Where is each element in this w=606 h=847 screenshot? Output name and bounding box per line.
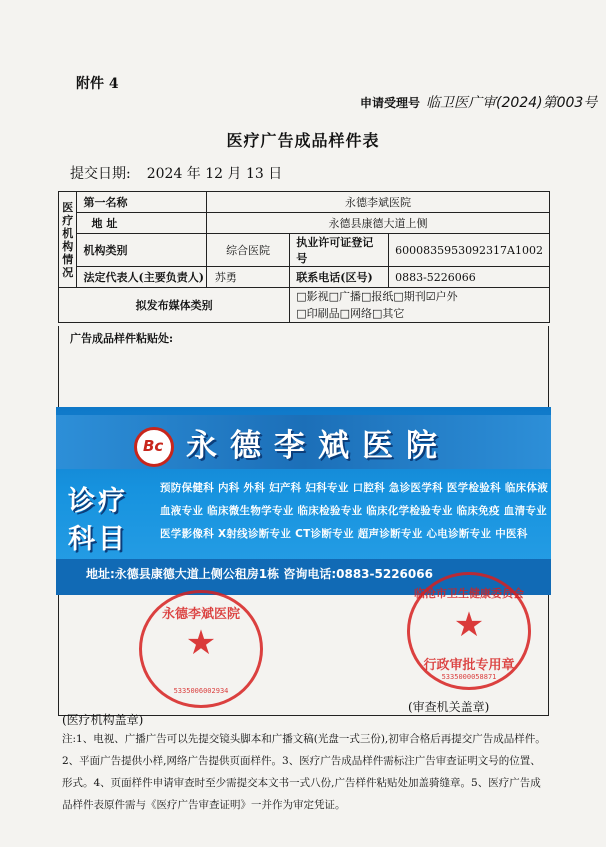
seal-star-icon: ★	[453, 605, 485, 645]
department-line: 血液专业 临床微生物学专业 临床检验专业 临床化学检验专业 临床免疫 血清专业	[160, 505, 547, 517]
media-label: 拟发布媒体类别	[59, 288, 290, 323]
org-side-label: 医疗机构情况	[59, 192, 77, 288]
review-seal-number: 5335000058871	[441, 673, 497, 681]
license-value: 6000835953092317A1002	[389, 234, 550, 267]
legal-rep-value: 苏勇	[206, 267, 289, 288]
notes: 注:1、电视、广播广告可以先提交镜头脚本和广播文稿(光盘一式三份),初审合格后再提交广告成品样件。2、平面广告提供小样,网络广告提供页面样件。3、医疗广告成品样件需标注广告审查证明文号的位置、形式。4、页面样件申请审查时至少需提交本文书一式八份,广告样件粘贴处加盖骑缝章。5、医疗广告成品样件表原件需与《医疗广告审查证明》一并作为审定凭证。	[62, 733, 546, 811]
review-seal-label: (审查机关盖章)	[408, 700, 490, 714]
hospital-seal-text: 永德李斌医院	[161, 607, 240, 622]
phone-value: 0883-5226066	[389, 267, 550, 288]
department-list	[160, 477, 550, 546]
hospital-logo-icon	[134, 427, 174, 467]
review-seal	[407, 572, 531, 690]
application-number	[360, 92, 597, 112]
attachment-label: 附件 4	[76, 76, 119, 92]
submit-date-value: 2024 年 12 月 13 日	[146, 166, 283, 182]
hospital-seal-number: 5335006002934	[173, 687, 229, 695]
department-line: 医学影像科 X射线诊断专业 CT诊断专业 超声诊断专业 心电诊断专业 中医科	[160, 528, 528, 540]
banner-hospital-name: 永德李斌医院	[186, 428, 450, 464]
media-options-line2: □印刷品□网络□其它	[296, 307, 405, 320]
address-label: 地 址	[77, 213, 206, 234]
submit-date-label: 提交日期:	[70, 166, 131, 182]
media-options	[290, 288, 550, 323]
banner-side-label-1: 诊疗	[68, 486, 128, 517]
hospital-seal	[139, 590, 263, 708]
license-label: 执业许可证登记号	[290, 234, 389, 267]
banner-address: 地址:永德县康德大道上侧公租房1栋 咨询电话:0883-5226066	[86, 567, 433, 581]
name-value: 永德李斌医院	[206, 192, 549, 213]
application-number-label: 申请受理号	[360, 96, 421, 110]
category-label: 机构类别	[77, 234, 206, 267]
banner-side-label-2: 科目	[68, 524, 128, 555]
seal-star-icon: ★	[185, 623, 217, 663]
address-value: 永德县康德大道上侧	[206, 213, 549, 234]
legal-rep-label: 法定代表人(主要负责人)	[77, 267, 206, 288]
org-seal-label: (医疗机构盖章)	[62, 713, 144, 727]
application-number-handwritten: 临卫医广审(2024)第003号	[426, 95, 598, 111]
org-info-table	[58, 191, 550, 323]
review-seal-text-bottom: 行政审批专用章	[423, 658, 515, 673]
department-line: 预防保健科 内科 外科 妇产科 妇科专业 口腔科 急诊医学科 医学检验科 临床体液	[160, 482, 549, 494]
paste-label: 广告成品样件粘贴处:	[70, 332, 174, 345]
logo-text: Bc	[143, 437, 164, 455]
submit-date	[70, 163, 282, 183]
page-title: 医疗广告成品样件表	[226, 131, 380, 150]
review-seal-text-top: 临沧市卫生健康委员会	[414, 587, 524, 600]
name-label: 第一名称	[77, 192, 206, 213]
category-value: 综合医院	[206, 234, 289, 267]
media-options-line1: □影视□广播□报纸□期刊☑户外	[296, 290, 458, 303]
phone-label: 联系电话(区号)	[290, 267, 389, 288]
ad-banner	[56, 407, 551, 595]
